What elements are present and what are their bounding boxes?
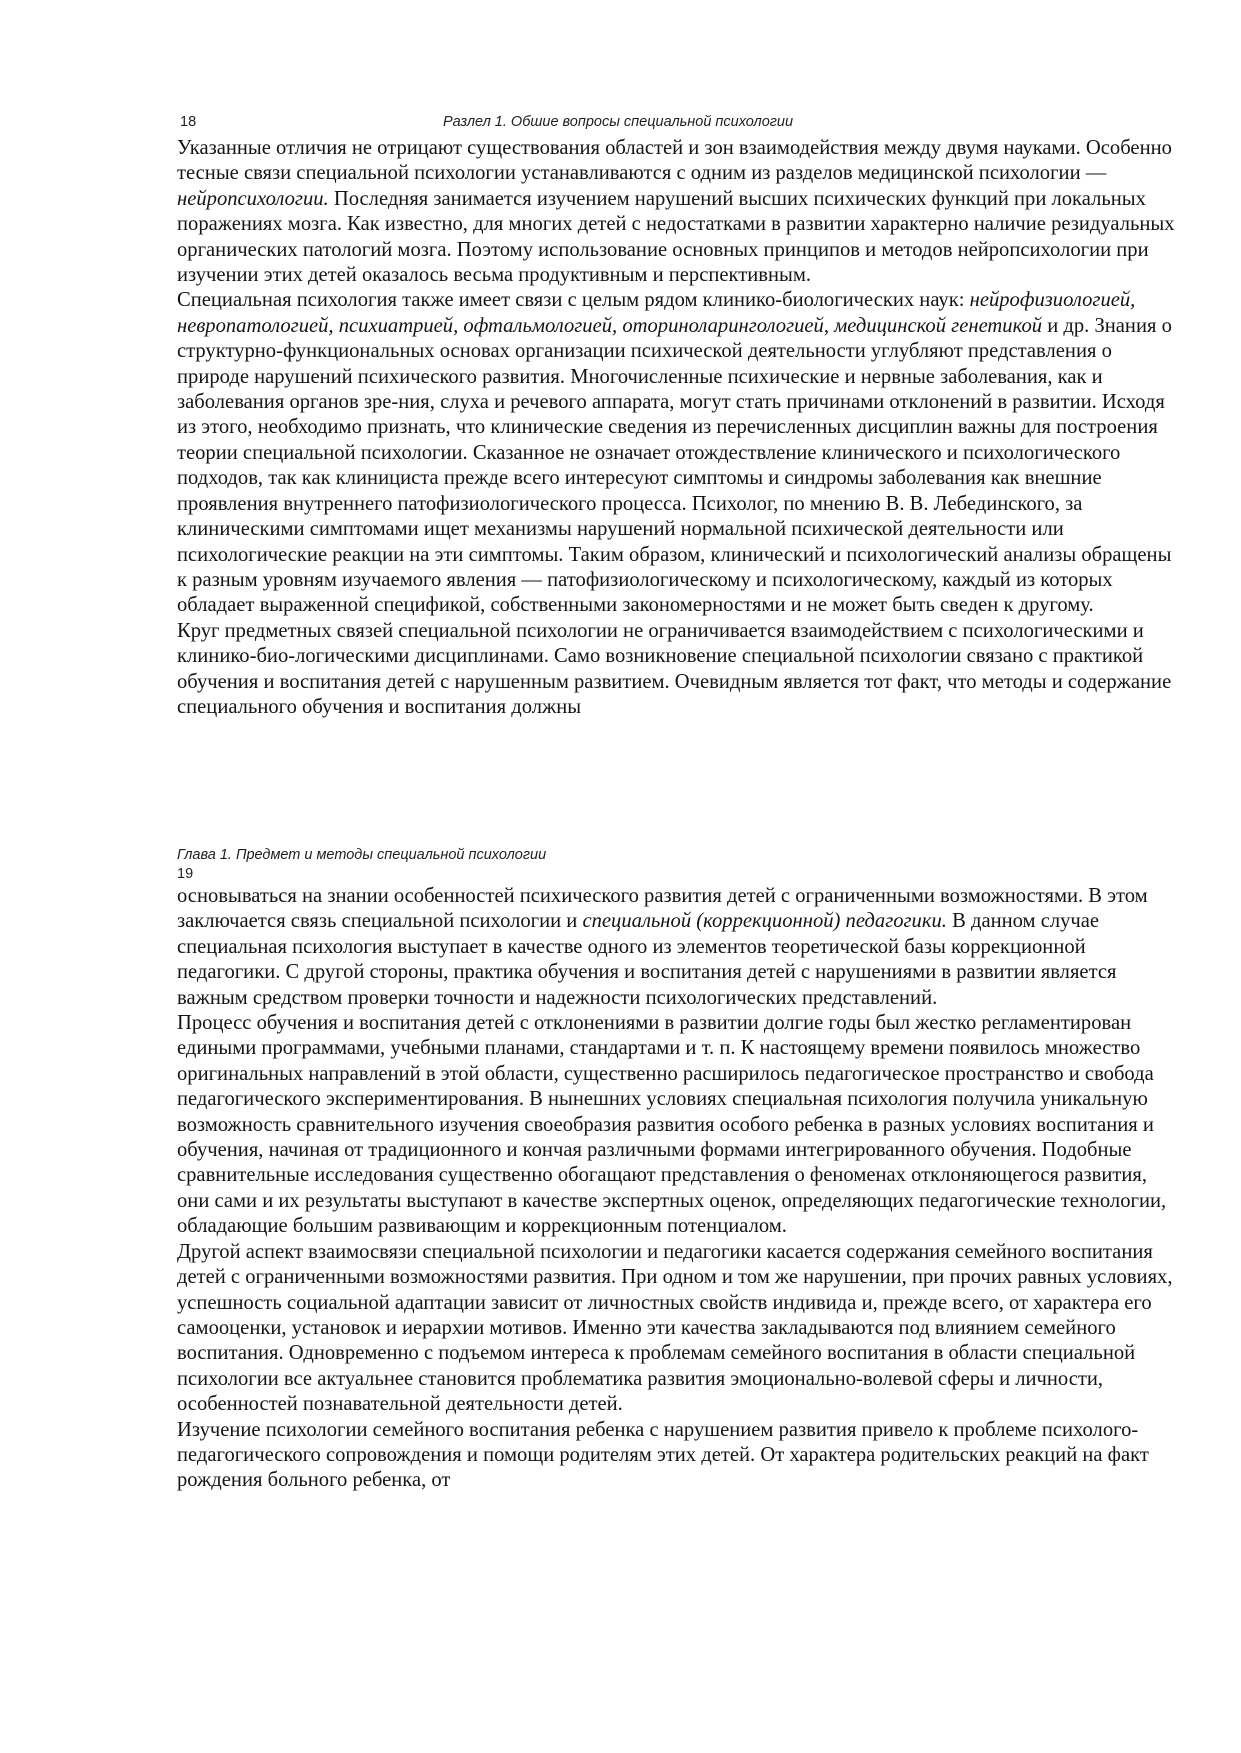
text-run: Специальная психология также имеет связи с целым рядом клинико-биологических наук: (177, 289, 970, 312)
section-title: Разлел 1. Обшие вопросы специальной психологии (443, 114, 794, 130)
paragraph (177, 288, 1177, 618)
text-run: Указанные отличия не отрицают существования областей и зон взаимодействия между двумя науками. Особенно тесные связи специальной психологии устанавливаются с одним из разделов медицинской психологии — (177, 137, 1172, 185)
paragraph (177, 884, 1177, 1011)
emphasis-term: нейрофизиологией, невропатологией, психиатрией, офтальмологией, оториноларингологией, медицинской генетикой (177, 289, 1136, 337)
text-run: и др. Знания о структурно-функциональных основах организации психической деятельности углубляют представления о природе нарушений психического развития. Многочисленные психические и нервные заболевания, как и заболевания органов зре-ния, слуха и речевого аппарата, могут стать причинами отклонений в развитии. Исходя из этого, необходимо признать, что клинические сведения из перечисленных дисциплин важны для построения теории специальной психологии. Сказанное не означает отождествление клинического и психологического подходов, так как клинициста прежде всего интересуют симптомы и синдромы заболевания как внешние проявления внутреннего патофизиологического процесса. Психолог, по мнению В. В. Лебединского, за клиническими симптомами ищет механизмы нарушений нормальной психической деятельности или психологические реакции на эти симптомы. Таким образом, клинический и психологический анализы обращены к разным уровням изучаемого явления — патофизиологическому и психологическому, каждый из которых обладает выраженной спецификой, собственными закономерностями и не может быть сведен к другому. (177, 314, 1172, 617)
page-number-top: 18 (180, 114, 197, 130)
paragraph: Процесс обучения и воспитания детей с отклонениями в развитии долгие годы был жестко регламентирован едиными программами, учебными планами, стандартами и т. п. К настоящему времени появилось множество оригинальных направлений в этой области, существенно расширилось педагогическое пространство и свобода педагогического экспериментирования. В нынешних условиях специальная психология получила уникальную возможность сравнительного изучения своеобразия развития особого ребенка в разных условиях воспитания и обучения, начиная от традиционного и кончая различными формами интегрированного обучения. Подобные сравнительные исследования существенно обогащают представления о феноменах отклоняющегося развития, они сами и их результаты выступают в качестве экспертных оценок, определяющих педагогические технологии, обладающие большим развивающим и коррекционным потенциалом. (177, 1012, 1167, 1238)
text-run: основываться на знании особенностей психического развития детей с ограниченными возможностями. В этом заключается связь специальной психологии и (177, 885, 1148, 933)
paragraph (177, 136, 1177, 288)
paragraph: Изучение психологии семейного воспитания ребенка с нарушением развития привело к проблеме психолого-педагогического сопровождения и помощи родителям этих детей. От характера родительских реакций на факт рождения больного ребенка, от (177, 1418, 1149, 1492)
chapter-title: Глава 1. Предмет и методы специальной психологии (177, 847, 547, 863)
paragraph: Круг предметных связей специальной психологии не ограничивается взаимодействием с психологическими и клинико-био-логическими дисциплинами. Само возникновение специальной психологии связано с практикой обучения и воспитания детей с нарушенным развитием. Очевидным является тот факт, что методы и содержание специального обучения и воспитания должны (177, 619, 1172, 718)
text-block-page-18 (177, 136, 1177, 720)
text-run: В данном случае специальная психология выступает в качестве одного из элементов теоретической базы коррекционной педагогики. С другой стороны, практика обучения и воспитания детей с нарушениями в развитии является важным средством проверки точности и надежности психологических представлений. (177, 910, 1117, 1009)
text-block-page-19 (177, 884, 1177, 1494)
emphasis-term: специальной (коррекционной) педагогики. (582, 910, 947, 933)
page-break-header (177, 846, 546, 884)
paragraph: Другой аспект взаимосвязи специальной психологии и педагогики касается содержания семейного воспитания детей с ограниченными возможностями развития. При одном и том же нарушении, при прочих равных условиях, успешность социальной адаптации зависит от личностных свойств индивида и, прежде всего, от характера его самооценки, установок и иерархии мотивов. Именно эти качества закладываются под влиянием семейного воспитания. Одновременно с подъемом интереса к проблемам семейного воспитания в области специальной психологии все актуальнее становится проблематика развития эмоционально-волевой сферы и личности, особенностей познавательной деятельности детей. (177, 1240, 1173, 1416)
text-run: Последняя занимается изучением нарушений высших психических функций при локальных поражениях мозга. Как известно, для многих детей с недостатками в развитии характерно наличие резидуальных органических патологий мозга. Поэтому использование основных принципов и методов нейропсихологии при изучении этих детей оказалось весьма продуктивным и перспективным. (177, 187, 1175, 287)
page-number-bottom: 19 (177, 866, 194, 882)
running-header (180, 114, 1080, 136)
emphasis-term: нейропсихологии. (177, 187, 329, 210)
